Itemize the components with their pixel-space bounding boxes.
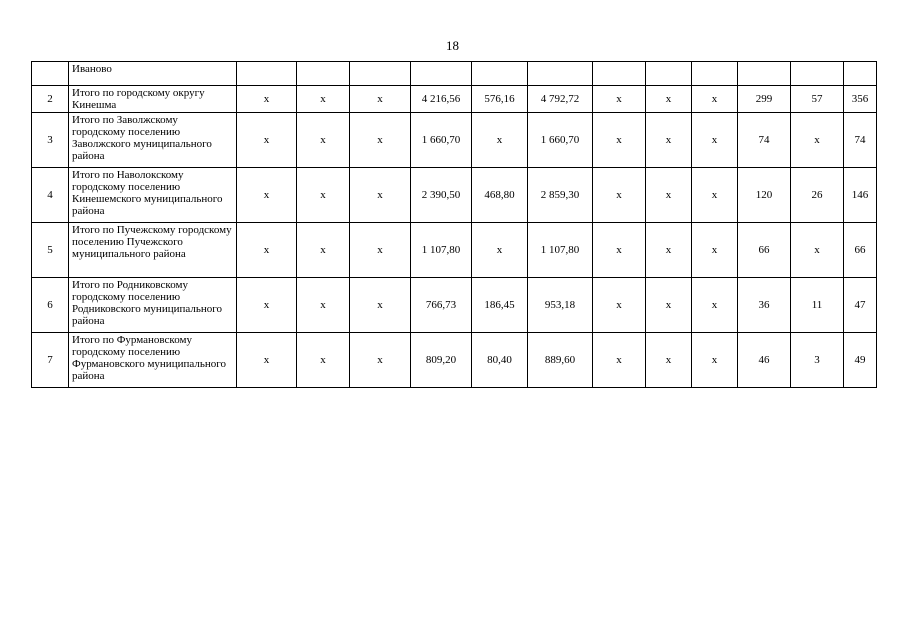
cell-value: x [472,113,528,168]
cell-value: x [646,333,692,388]
table-row [32,86,877,113]
cell-value: x [297,278,350,333]
cell-value: 766,73 [411,278,472,333]
cell-value: x [297,333,350,388]
cell-value: 809,20 [411,333,472,388]
cell-value: 26 [791,168,844,223]
cell [528,62,593,86]
cell [297,62,350,86]
cell-value: x [350,168,411,223]
cell-value: x [297,113,350,168]
cell-value: x [646,223,692,278]
table-body [32,62,877,388]
cell-value: x [692,168,738,223]
cell-name: Иваново [69,62,237,86]
cell-value: x [350,278,411,333]
cell-value: x [237,168,297,223]
table-row [32,113,877,168]
cell-value: 1 107,80 [411,223,472,278]
cell-value: 2 859,30 [528,168,593,223]
cell-value: 74 [844,113,877,168]
cell-value: 11 [791,278,844,333]
cell-value: x [237,223,297,278]
cell-value: 80,40 [472,333,528,388]
cell-value: x [297,86,350,113]
cell-value: 299 [738,86,791,113]
cell [738,62,791,86]
cell-value: 356 [844,86,877,113]
cell-name: Итого по Родниковскому городскому поселению Родниковского муниципального района [69,278,237,333]
cell-value: x [297,168,350,223]
cell-value: 36 [738,278,791,333]
table-row-continued [32,62,877,86]
cell [593,62,646,86]
cell-name: Итого по Фурмановскому городскому поселению Фурмановского муниципального района [69,333,237,388]
cell-value: 57 [791,86,844,113]
cell-value: x [350,113,411,168]
cell-num: 6 [32,278,69,333]
cell-value: x [646,278,692,333]
cell [692,62,738,86]
cell-value: x [297,223,350,278]
cell-name: Итого по Пучежскому городскому поселению Пучежского муниципального района [69,223,237,278]
cell-name: Итого по Заволжскому городскому поселению Заволжского муниципального района [69,113,237,168]
cell-value: 3 [791,333,844,388]
cell-value: 146 [844,168,877,223]
cell [844,62,877,86]
cell [791,62,844,86]
cell-value: 1 660,70 [411,113,472,168]
table-row [32,223,877,278]
cell-value: x [237,86,297,113]
cell-value: x [593,278,646,333]
cell-value: x [593,86,646,113]
cell-value: x [646,86,692,113]
cell-num: 5 [32,223,69,278]
cell-value: 47 [844,278,877,333]
cell-value: x [593,223,646,278]
cell-value: x [593,333,646,388]
cell-value: x [472,223,528,278]
cell-value: 1 660,70 [528,113,593,168]
cell-value: x [646,113,692,168]
data-table [31,61,877,388]
cell-value: 576,16 [472,86,528,113]
cell [411,62,472,86]
cell-value: 46 [738,333,791,388]
cell-num: 4 [32,168,69,223]
cell-value: x [350,86,411,113]
cell-num: 2 [32,86,69,113]
cell-value: x [237,113,297,168]
table-row [32,278,877,333]
cell-value: 120 [738,168,791,223]
cell-value: x [237,278,297,333]
table-row [32,333,877,388]
cell-value: x [646,168,692,223]
cell-value: 4 216,56 [411,86,472,113]
cell-value: x [593,113,646,168]
cell-value: 74 [738,113,791,168]
cell-value: 2 390,50 [411,168,472,223]
cell-num [32,62,69,86]
cell-value: x [692,86,738,113]
table-row [32,168,877,223]
cell-value: x [593,168,646,223]
cell-value: 66 [738,223,791,278]
cell-value: x [692,278,738,333]
cell-value: x [350,223,411,278]
cell-name: Итого по городскому округу Кинешма [69,86,237,113]
cell-value: 186,45 [472,278,528,333]
cell-value: 4 792,72 [528,86,593,113]
cell-value: x [692,223,738,278]
cell-value: 1 107,80 [528,223,593,278]
cell [237,62,297,86]
cell [646,62,692,86]
cell-value: x [791,223,844,278]
cell-value: 49 [844,333,877,388]
cell [350,62,411,86]
cell-value: x [692,113,738,168]
cell-num: 7 [32,333,69,388]
page-number: 18 [446,38,459,53]
cell-value: 889,60 [528,333,593,388]
cell-value: x [237,333,297,388]
cell-num: 3 [32,113,69,168]
cell-name: Итого по Наволокскому городскому поселению Кинешемского муниципального района [69,168,237,223]
cell [472,62,528,86]
cell-value: 953,18 [528,278,593,333]
cell-value: x [350,333,411,388]
cell-value: 66 [844,223,877,278]
cell-value: x [791,113,844,168]
cell-value: x [692,333,738,388]
cell-value: 468,80 [472,168,528,223]
